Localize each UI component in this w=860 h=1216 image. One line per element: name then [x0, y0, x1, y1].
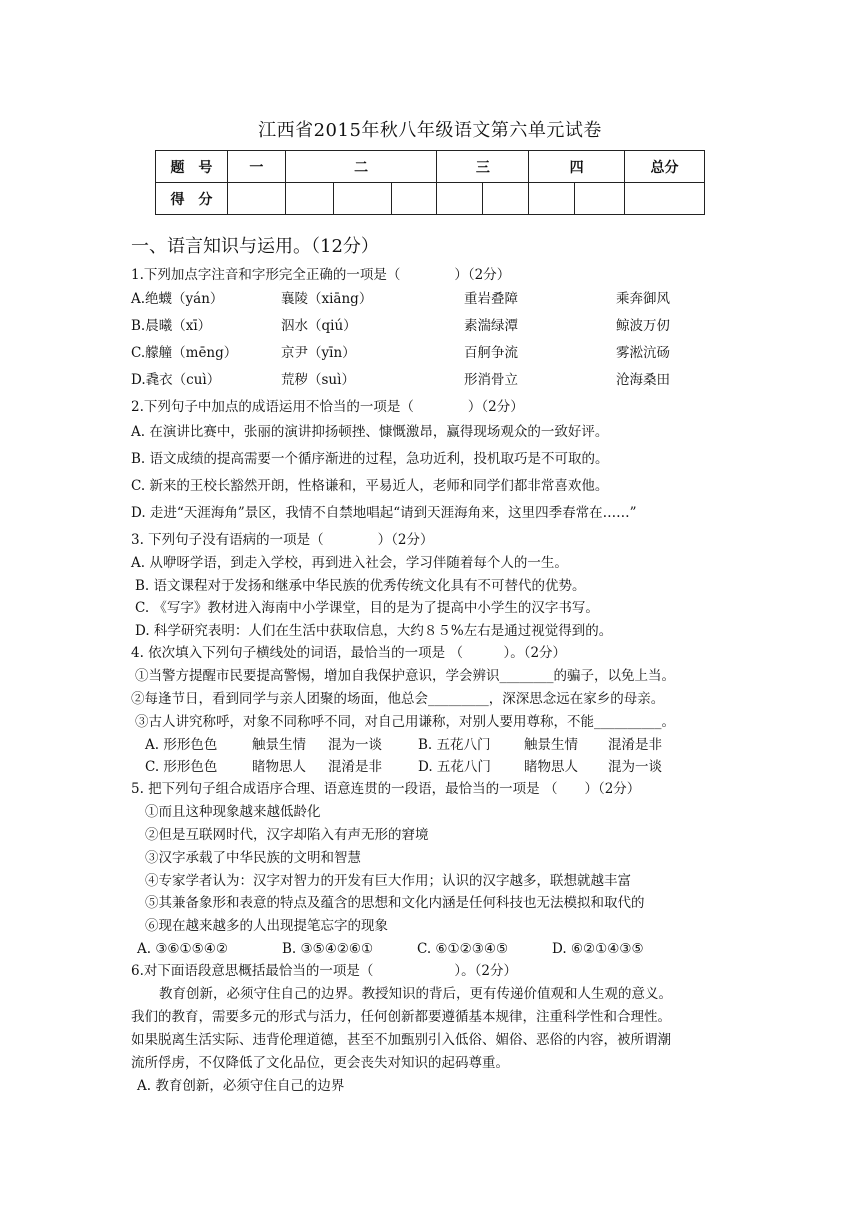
- q6-passage-line-1: 教育创新，必须守住自己的边界。教授知识的背后，更有传递价值观和人生观的意义。: [159, 986, 672, 1002]
- score-table: [155, 150, 705, 215]
- score-cell[interactable]: [333, 183, 391, 215]
- q4-opt-d-1: D. 五花八门: [418, 759, 491, 775]
- q1-a-3: 重岩叠障: [464, 291, 518, 307]
- q4-opt-b-2: 触景生情: [524, 737, 578, 753]
- score-table-header-part4: 四: [529, 151, 625, 183]
- q4-opt-c-1: C. 形形色色: [145, 759, 218, 775]
- q4-opt-b-3: 混淆是非: [608, 737, 662, 753]
- q1-c-2: 京尹（yīn）: [281, 345, 356, 361]
- q5-item-1: ①而且这种现象越来越低龄化: [145, 804, 321, 820]
- q1-c-4: 雾淞沆砀: [616, 345, 670, 361]
- q4-opt-a-3: 混为一谈: [328, 737, 382, 753]
- q4-opt-a-2: 触景生情: [252, 737, 306, 753]
- q3-option-c: C. 《写字》教材进入海南中小学课堂，目的是为了提高中小学生的汉字书写。: [135, 600, 599, 616]
- score-cell[interactable]: [483, 183, 529, 215]
- score-table-header-total: 总分: [625, 151, 705, 183]
- page-title: 江西省2015年秋八年级语文第六单元试卷: [258, 120, 602, 141]
- q5-stem: 5. 把下列句子组合成语序合理、语意连贯的一段语，最恰当的一项是 （ ）（2分）: [131, 781, 641, 797]
- q1-c-1: C.艨艟（mēng）: [131, 345, 238, 361]
- q6-option-a: A. 教育创新，必须守住自己的边界: [137, 1078, 345, 1094]
- q5-option-c: C. ⑥①②③④⑤: [417, 941, 509, 957]
- q4-opt-d-3: 混为一谈: [608, 759, 662, 775]
- score-table-header-part2: 二: [285, 151, 437, 183]
- score-table-header-part1: 一: [227, 151, 285, 183]
- q1-d-3: 形消骨立: [464, 372, 518, 388]
- q5-item-3: ③汉字承载了中华民族的文明和智慧: [145, 850, 361, 866]
- q1-b-2: 泅水（qiú）: [281, 318, 357, 334]
- q3-option-a: A. 从咿呀学语，到走入学校，再到进入社会，学习伴随着每个人的一生。: [131, 555, 568, 571]
- q2-option-c: C. 新来的王校长豁然开朗，性格谦和，平易近人，老师和同学们都非常喜欢他。: [131, 478, 609, 494]
- score-cell[interactable]: [575, 183, 625, 215]
- q3-stem: 3. 下列句子没有语病的一项是（ ）（2分）: [131, 532, 434, 548]
- score-table-score-label: 得 分: [156, 183, 228, 215]
- q5-item-6: ⑥现在越来越多的人出现提笔忘字的现象: [145, 918, 388, 934]
- q4-sentence-1: ①当警方提醒市民要提高警惕，增加自我保护意识，学会辨识________的骗子，以免上当。: [135, 668, 675, 684]
- q4-sentence-3: ③古人讲究称呼，对象不同称呼不同，对自己用谦称，对别人要用尊称，不能__________。: [135, 714, 675, 730]
- q3-option-d: D. 科学研究表明：人们在生活中获取信息，大约８５%左右是通过视觉得到的。: [135, 623, 613, 639]
- q4-stem: 4. 依次填入下列句子横线处的词语，最恰当的一项是 （ ）。（2分）: [131, 645, 567, 661]
- q6-passage-line-3: 如果脱离生活实际、违背伦理道德，甚至不加甄别引入低俗、媚俗、恶俗的内容，被所谓潮: [131, 1032, 671, 1048]
- q1-c-3: 百舸争流: [464, 345, 518, 361]
- q1-a-2: 襄陵（xiāng）: [281, 291, 373, 307]
- score-table-score-row: [156, 183, 705, 215]
- q4-opt-a-1: A. 形形色色: [145, 737, 218, 753]
- q4-opt-c-3: 混淆是非: [328, 759, 382, 775]
- q4-opt-c-2: 睹物思人: [252, 759, 306, 775]
- q2-option-b: B. 语文成绩的提高需要一个循序渐进的过程，急功近利，投机取巧是不可取的。: [131, 451, 609, 467]
- q4-opt-b-1: B. 五花八门: [418, 737, 491, 753]
- q1-d-1: D.毳衣（cuì）: [131, 372, 221, 388]
- q2-option-a: A. 在演讲比赛中，张丽的演讲抑扬顿挫、慷慨激昂，赢得现场观众的一致好评。: [131, 424, 609, 440]
- q1-a-4: 乘奔御风: [616, 291, 670, 307]
- q4-sentence-2: ②每逢节日，看到同学与亲人团聚的场面，他总会_________，深深思念远在家乡的母亲。: [131, 691, 665, 707]
- score-cell[interactable]: [625, 183, 705, 215]
- score-cell[interactable]: [437, 183, 483, 215]
- q1-b-4: 鲸波万仞: [616, 318, 670, 334]
- q4-opt-d-2: 睹物思人: [524, 759, 578, 775]
- q1-b-1: B.晨曦（xī）: [131, 318, 212, 334]
- q1-d-2: 荒秽（suì）: [281, 372, 355, 388]
- score-table-header-label: 题 号: [156, 151, 228, 183]
- score-cell[interactable]: [391, 183, 437, 215]
- q1-d-4: 沧海桑田: [616, 372, 670, 388]
- q2-stem: 2.下列句子中加点的成语运用不恰当的一项是（ ）（2分）: [131, 399, 524, 415]
- score-table-header-row: [156, 151, 705, 183]
- q5-option-d: D. ⑥②①④③⑤: [552, 941, 644, 957]
- score-cell[interactable]: [285, 183, 333, 215]
- q5-item-4: ④专家学者认为：汉字对智力的开发有巨大作用；认识的汉字越多，联想就越丰富: [145, 873, 631, 889]
- q2-option-d: D. 走进“天涯海角”景区，我情不自禁地唱起“请到天涯海角来，这里四季春常在……”: [131, 505, 637, 521]
- q1-a-1: A.绝蠛（yán）: [131, 291, 224, 307]
- q6-stem: 6.对下面语段意思概括最恰当的一项是（ ）。（2分）: [131, 963, 517, 979]
- q5-option-a: A. ③⑥①⑤④②: [137, 941, 228, 957]
- score-cell[interactable]: [227, 183, 285, 215]
- score-cell[interactable]: [529, 183, 575, 215]
- q6-passage-line-2: 我们的教育，需要多元的形式与活力，任何创新都要遵循基本规律，注重科学性和合理性。: [131, 1009, 671, 1025]
- q5-option-b: B. ③⑤④②⑥①: [282, 941, 374, 957]
- q1-stem: 1.下列加点字注音和字形完全正确的一项是（ ）（2分）: [131, 267, 511, 283]
- section-heading: 一、语言知识与运用。（12分）: [131, 236, 379, 257]
- q5-item-5: ⑤其兼备象形和表意的特点及蕴含的思想和文化内涵是任何科技也无法模拟和取代的: [145, 895, 645, 911]
- q1-b-3: 素湍绿潭: [464, 318, 518, 334]
- q6-passage-line-4: 流所俘虏，不仅降低了文化品位，更会丧失对知识的起码尊重。: [131, 1055, 509, 1071]
- q3-option-b: B. 语文课程对于发扬和继承中华民族的优秀传统文化具有不可替代的优势。: [135, 578, 586, 594]
- score-table-header-part3: 三: [437, 151, 529, 183]
- q5-item-2: ②但是互联网时代，汉字却陷入有声无形的窘境: [145, 827, 429, 843]
